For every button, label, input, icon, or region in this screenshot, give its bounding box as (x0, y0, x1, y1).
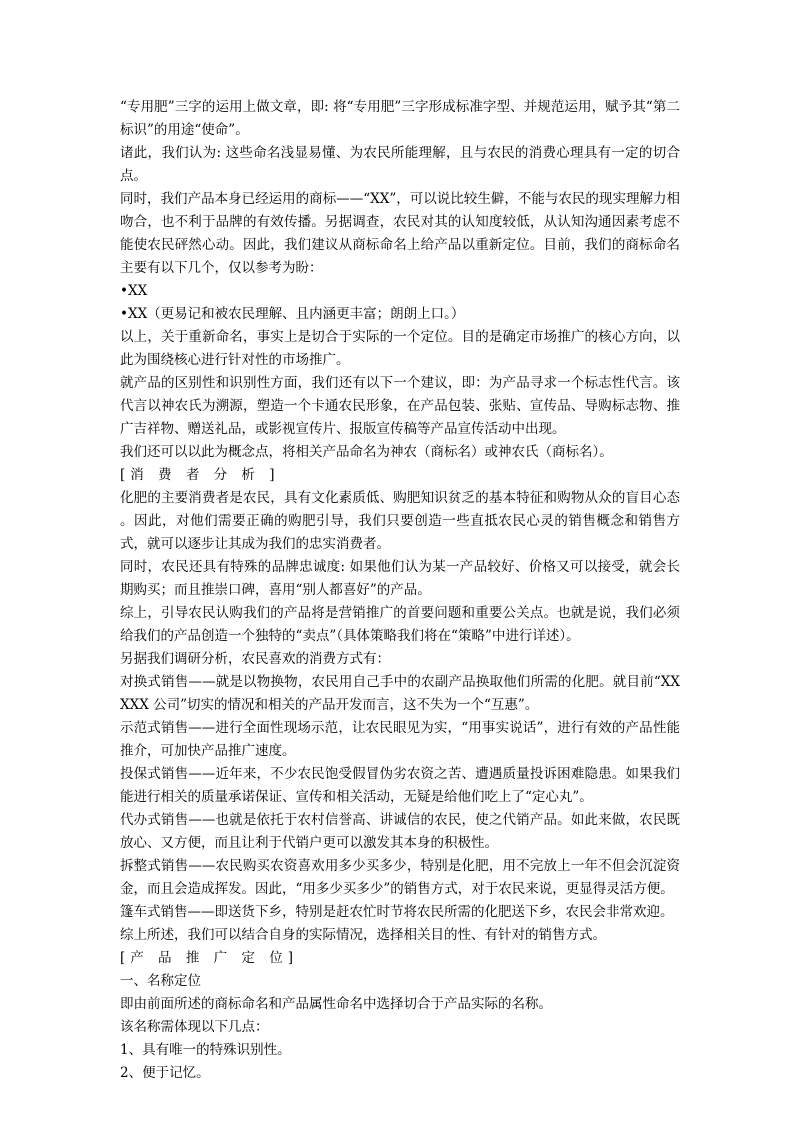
section-heading-product-positioning: [产 品 推 广 定 位] (120, 950, 298, 966)
paragraph-naming-rationale: 诸此，我们认为: 这些命名浅显易懂、为农民所能理解，且与农民的消费心理具有一定的切合点。 (120, 145, 680, 184)
list-item-name-option-2: •XX（更易记和被农民理解、且内涵更丰富；朗朗上口。） (120, 306, 465, 322)
paragraph-consumer-profile: 化肥的主要消费者是农民，具有文化素质低、购肥知识贫乏的基本特征和购物从众的盲目心态 。因此，对他们需要正确的购肥引导，我们只要创造一些直抵农民心灵的销售概念和销售方式，就可以逐步让其成为我们的忠实消费者。 (120, 490, 680, 552)
paragraph-barter-sales: 对换式销售——就是以物换物，农民用自己手中的农副产品换取他们所需的化肥。就目前“XXXXX 公司”切实的情况和相关的产品开发而言，这不失为一个“互惠”。 (120, 674, 680, 713)
paragraph-consumption-modes-intro: 另据我们调研分析，农民喜欢的消费方式有： (120, 651, 390, 667)
paragraph-brand-usage: “专用肥”三字的运用上做文章，即: 将“专用肥”三字形成标准字型、并规范运用，赋予其“第二标识”的用途“使命”。 (120, 99, 680, 138)
list-item-requirement-1: 1、具有唯一的特殊识别性。 (120, 1042, 291, 1058)
paragraph-demo-sales: 示范式销售——进行全面性现场示范，让农民眼见为实，“用事实说话”，进行有效的产品性能推介，可加快产品推广速度。 (120, 720, 680, 759)
paragraph-shennong-naming: 我们还可以以此为概念点，将相关产品命名为神农（商标名）或神农氏（商标名）。 (120, 444, 613, 460)
section-heading-consumer-analysis: [消 费 者 分 析 ] (120, 467, 280, 483)
paragraph-insured-sales: 投保式销售——近年来，不少农民饱受假冒伪劣农资之苦、遭遇质量投诉困难隐患。如果我们能进行相关的质量承诺保证、宣传和相关活动，无疑是给他们吃上了“定心丸”。 (120, 766, 680, 805)
paragraph-sales-summary: 综上所述，我们可以结合自身的实际情况，选择相关目的性、有针对的销售方式。 (120, 927, 606, 943)
paragraph-selling-point: 综上，引导农民认购我们的产品将是营销推广的首要问题和重要公关点。也就是说，我们必须给我们的产品创造一个独特的“卖点”（具体策略我们将在“策略”中进行详述）。 (120, 605, 680, 644)
document-page (120, 96, 680, 1085)
paragraph-agent-sales: 代办式销售——也就是依托于农村信誉高、讲诚信的农民，使之代销产品。如此来做，农民既放心、又方便，而且让利于代销户更可以激发其本身的积极性。 (120, 812, 680, 851)
paragraph-caravan-sales: 篷车式销售——即送货下乡，特别是赶农忙时节将农民所需的化肥送下乡，农民会非常欢迎。 (120, 904, 674, 920)
paragraph-current-trademark: 同时，我们产品本身已经运用的商标——“XX”，可以说比较生僻，不能与农民的现实理解力相吻合，也不利于品牌的有效传播。另据调查，农民对其的认知度较低，从认知沟通因素考虑不能使农民砰然心动。因此，我们建议从商标命名上给产品以重新定位。目前，我们的商标命名主要有以下几个，仅以参考为盼： (120, 191, 680, 276)
subheading-name-positioning: 一、名称定位 (120, 973, 201, 989)
list-item-name-option-1: •XX (120, 283, 148, 299)
paragraph-renaming-summary: 以上，关于重新命名，事实上是切合于实际的一个定位。目的是确定市场推广的核心方向，以此为围绕核心进行针对性的市场推广。 (120, 329, 680, 368)
paragraph-name-selection: 即由前面所述的商标命名和产品属性命名中选择切合于产品实际的名称。 (120, 996, 552, 1012)
paragraph-name-requirements: 该名称需体现以下几点： (120, 1019, 269, 1035)
paragraph-split-sales: 拆整式销售——农民购买农资喜欢用多少买多少，特别是化肥，用不完放上一年不但会沉淀资金，而且会造成挥发。因此，“用多少买多少”的销售方式，对于农民来说，更显得灵活方便。 (120, 858, 680, 897)
list-item-requirement-2: 2、便于记忆。 (120, 1065, 210, 1081)
paragraph-mascot-suggestion: 就产品的区别性和识别性方面，我们还有以下一个建议，即：为产品寻求一个标志性代言。该代言以神农氏为溯源，塑造一个卡通农民形象，在产品包装、张贴、宣传品、导购标志物、推广吉祥物、赠送礼品，或影视宣传片、报版宣传稿等产品宣传活动中出现。 (120, 375, 680, 437)
paragraph-brand-loyalty: 同时，农民还具有特殊的品牌忠诚度: 如果他们认为某一产品较好、价格又可以接受，就会长期购买；而且推崇口碑，喜用“别人都喜好”的产品。 (120, 559, 680, 598)
